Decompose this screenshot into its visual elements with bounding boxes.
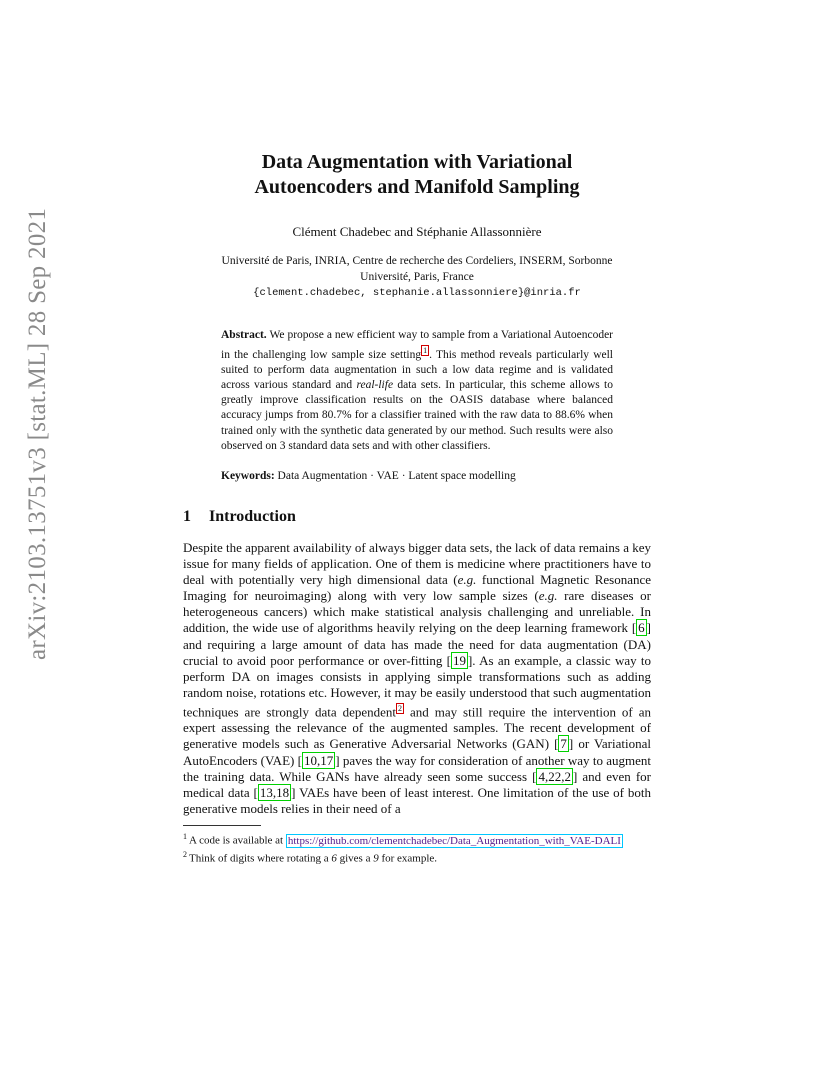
footnote-1-mark: 1 — [183, 831, 187, 841]
abstract-text-2: . This method reveals particularly well suited to perform data augmentation in such a low data regime and is validated across various standard and — [221, 348, 613, 391]
intro-text-2: functional Magnetic Resonance Imaging for neuroimaging) along with very low sample sizes ( — [183, 572, 651, 604]
citation-6[interactable]: 6 — [638, 620, 645, 636]
paper-title-line2: Autoencoders and Manifold Sampling — [254, 176, 580, 198]
footnote-ref-1[interactable]: 1 — [423, 345, 428, 355]
intro-text-8: paves the way for consideration of another way to augment the training data. While GANs have already seen some success — [183, 752, 651, 784]
intro-text-10: VAEs have been of least interest. One limitation of the use of both generative models relies in their need of a — [183, 784, 651, 816]
intro-text-1: Despite the apparent availability of always bigger data sets, the lack of data remains a key issue for many fields of application. One of them is medicine where practitioners have to deal with potentially very high dimensional data ( — [183, 539, 651, 588]
keywords — [221, 470, 613, 482]
abstract-label: Abstract. — [221, 328, 267, 341]
paper-affiliation — [183, 254, 651, 302]
citation-10-17[interactable]: 10,17 — [303, 752, 334, 768]
abstract — [221, 328, 613, 454]
intro-eg-2: e.g. — [538, 588, 558, 604]
intro-text-6: and may still require the intervention of an expert assessing the relevance of the augmented samples. The recent development of generative models such as Generative Adversarial Networks (GAN) — [183, 704, 651, 752]
footnotes — [183, 830, 651, 865]
abstract-text-3: data sets. In particular, this scheme allows to greatly improve classification results on the OASIS database where balanced accuracy jumps from 80.7% for a classifier trained with the raw data to 88.6% when trained only with the synthetic data generated by our method. Such results were also observed on 3 standard data sets and with other classifiers. — [221, 378, 614, 452]
section-heading-introduction — [183, 508, 651, 526]
footnote-2-digit-9: 9 — [373, 852, 379, 865]
affiliation-line1: Université de Paris, INRIA, Centre de recherche des Cordeliers, INSERM, Sorbonne — [221, 255, 613, 267]
paper-page — [183, 150, 651, 865]
affiliation-line2: Université, Paris, France — [360, 270, 474, 283]
keywords-label: Keywords: — [221, 469, 275, 482]
code-repository-link[interactable]: https://github.com/clementchadebec/Data_Augmentation_with_VAE-DALI — [287, 834, 621, 847]
author-emails: {clement.chadebec, stephanie.allassonniere}@inria.fr — [253, 287, 581, 299]
abstract-emph-real-life: real-life — [356, 378, 394, 391]
footnote-2 — [183, 848, 651, 866]
intro-text-4: and requiring a large amount of data has made the need for data augmentation (DA) crucial to avoid poor performance or over-fitting — [183, 636, 651, 668]
footnote-1 — [183, 830, 651, 848]
intro-text-9: and even for medical data — [183, 768, 652, 800]
section-number: 1 — [183, 507, 191, 525]
introduction-paragraph: Despite the apparent availability of always bigger data sets, the lack of data remains a key issue for many fields of application. One of them is medicine where practitioners have to deal with potentially very high dimensional data (e.g. functional Magnetic Resonance Imaging for neuroimaging) along with very low sample sizes (e.g. rare diseases or heterogeneous cancers) which make statistical analysis challenging and unreliable. In addition, the wide use of algorithms heavily relying on the deep learning framework [ 6 ] and requiring a large amount of data has made the need for data augmentation (DA) crucial to avoid poor performance or over-fitting [ 19 ]. As an example, a classic way to perform DA on images consists in applying simple transformations such as adding random noise, rotations etc. However, it may be easily understood that such augmentation techniques are strongly data dependent $^2$ and may still require the intervention of an expert assessing the relevance of the augmented samples. The recent development of generative models such as Generative Adversarial Networks (GAN) [ 7 ] or Variational AutoEncoders (VAE) [ 10,17 ] paves the way for consideration of another way to augment the training data. While GANs have already seen some success [ 4,22,2 ] and even for medical data [ 13,18 ] VAEs have been of least interest. One limitation of the use of both generative models relies in their need of a — [183, 539, 652, 816]
footnote-2-text-a: Think of digits where rotating a — [189, 852, 332, 865]
abstract-text-1: We propose a new efficient way to sample from a Variational Autoencoder in the challenging low sample size setting — [221, 328, 613, 361]
arxiv-identifier-stamp: arXiv:2103.13751v3 [stat.ML] 28 Sep 2021 — [24, 207, 51, 660]
keywords-text: Data Augmentation · VAE · Latent space modelling — [277, 469, 516, 482]
paper-authors: Clément Chadebec and Stéphanie Allassonnière — [292, 224, 542, 239]
paper-title-line1: Data Augmentation with Variational — [261, 151, 573, 173]
citation-7[interactable]: 7 — [560, 736, 567, 752]
citation-4-22-2[interactable]: 4,22,2 — [538, 768, 571, 784]
footnote-2-digit-6: 6 — [331, 852, 337, 865]
citation-19[interactable]: 19 — [452, 652, 466, 668]
footnote-ref-2[interactable]: 2 — [398, 703, 403, 713]
footnote-2-text-b: gives a — [336, 852, 374, 865]
intro-text-5: . As an example, a classic way to perform DA on images consists in applying simple transformations such as adding random noise, rotations etc. However, it may be easily understood that such augmentation techniques are strongly data dependent — [183, 652, 651, 720]
footnote-1-text: A code is available at — [189, 834, 286, 847]
paper-title — [183, 150, 651, 200]
intro-text-3: rare diseases or heterogeneous cancers) which make statistical analysis challenging and unreliable. In addition, the wide use of algorithms heavily relying on the deep learning framework — [183, 588, 651, 636]
footnote-2-text-c: for example. — [378, 852, 438, 865]
intro-eg-1: e.g. — [457, 572, 477, 588]
footnote-2-mark: 2 — [183, 849, 187, 859]
citation-13-18[interactable]: 13,18 — [259, 784, 290, 800]
intro-text-7: or Variational AutoEncoders (VAE) — [183, 736, 651, 768]
footnote-divider — [183, 825, 261, 826]
section-title: Introduction — [209, 507, 296, 525]
